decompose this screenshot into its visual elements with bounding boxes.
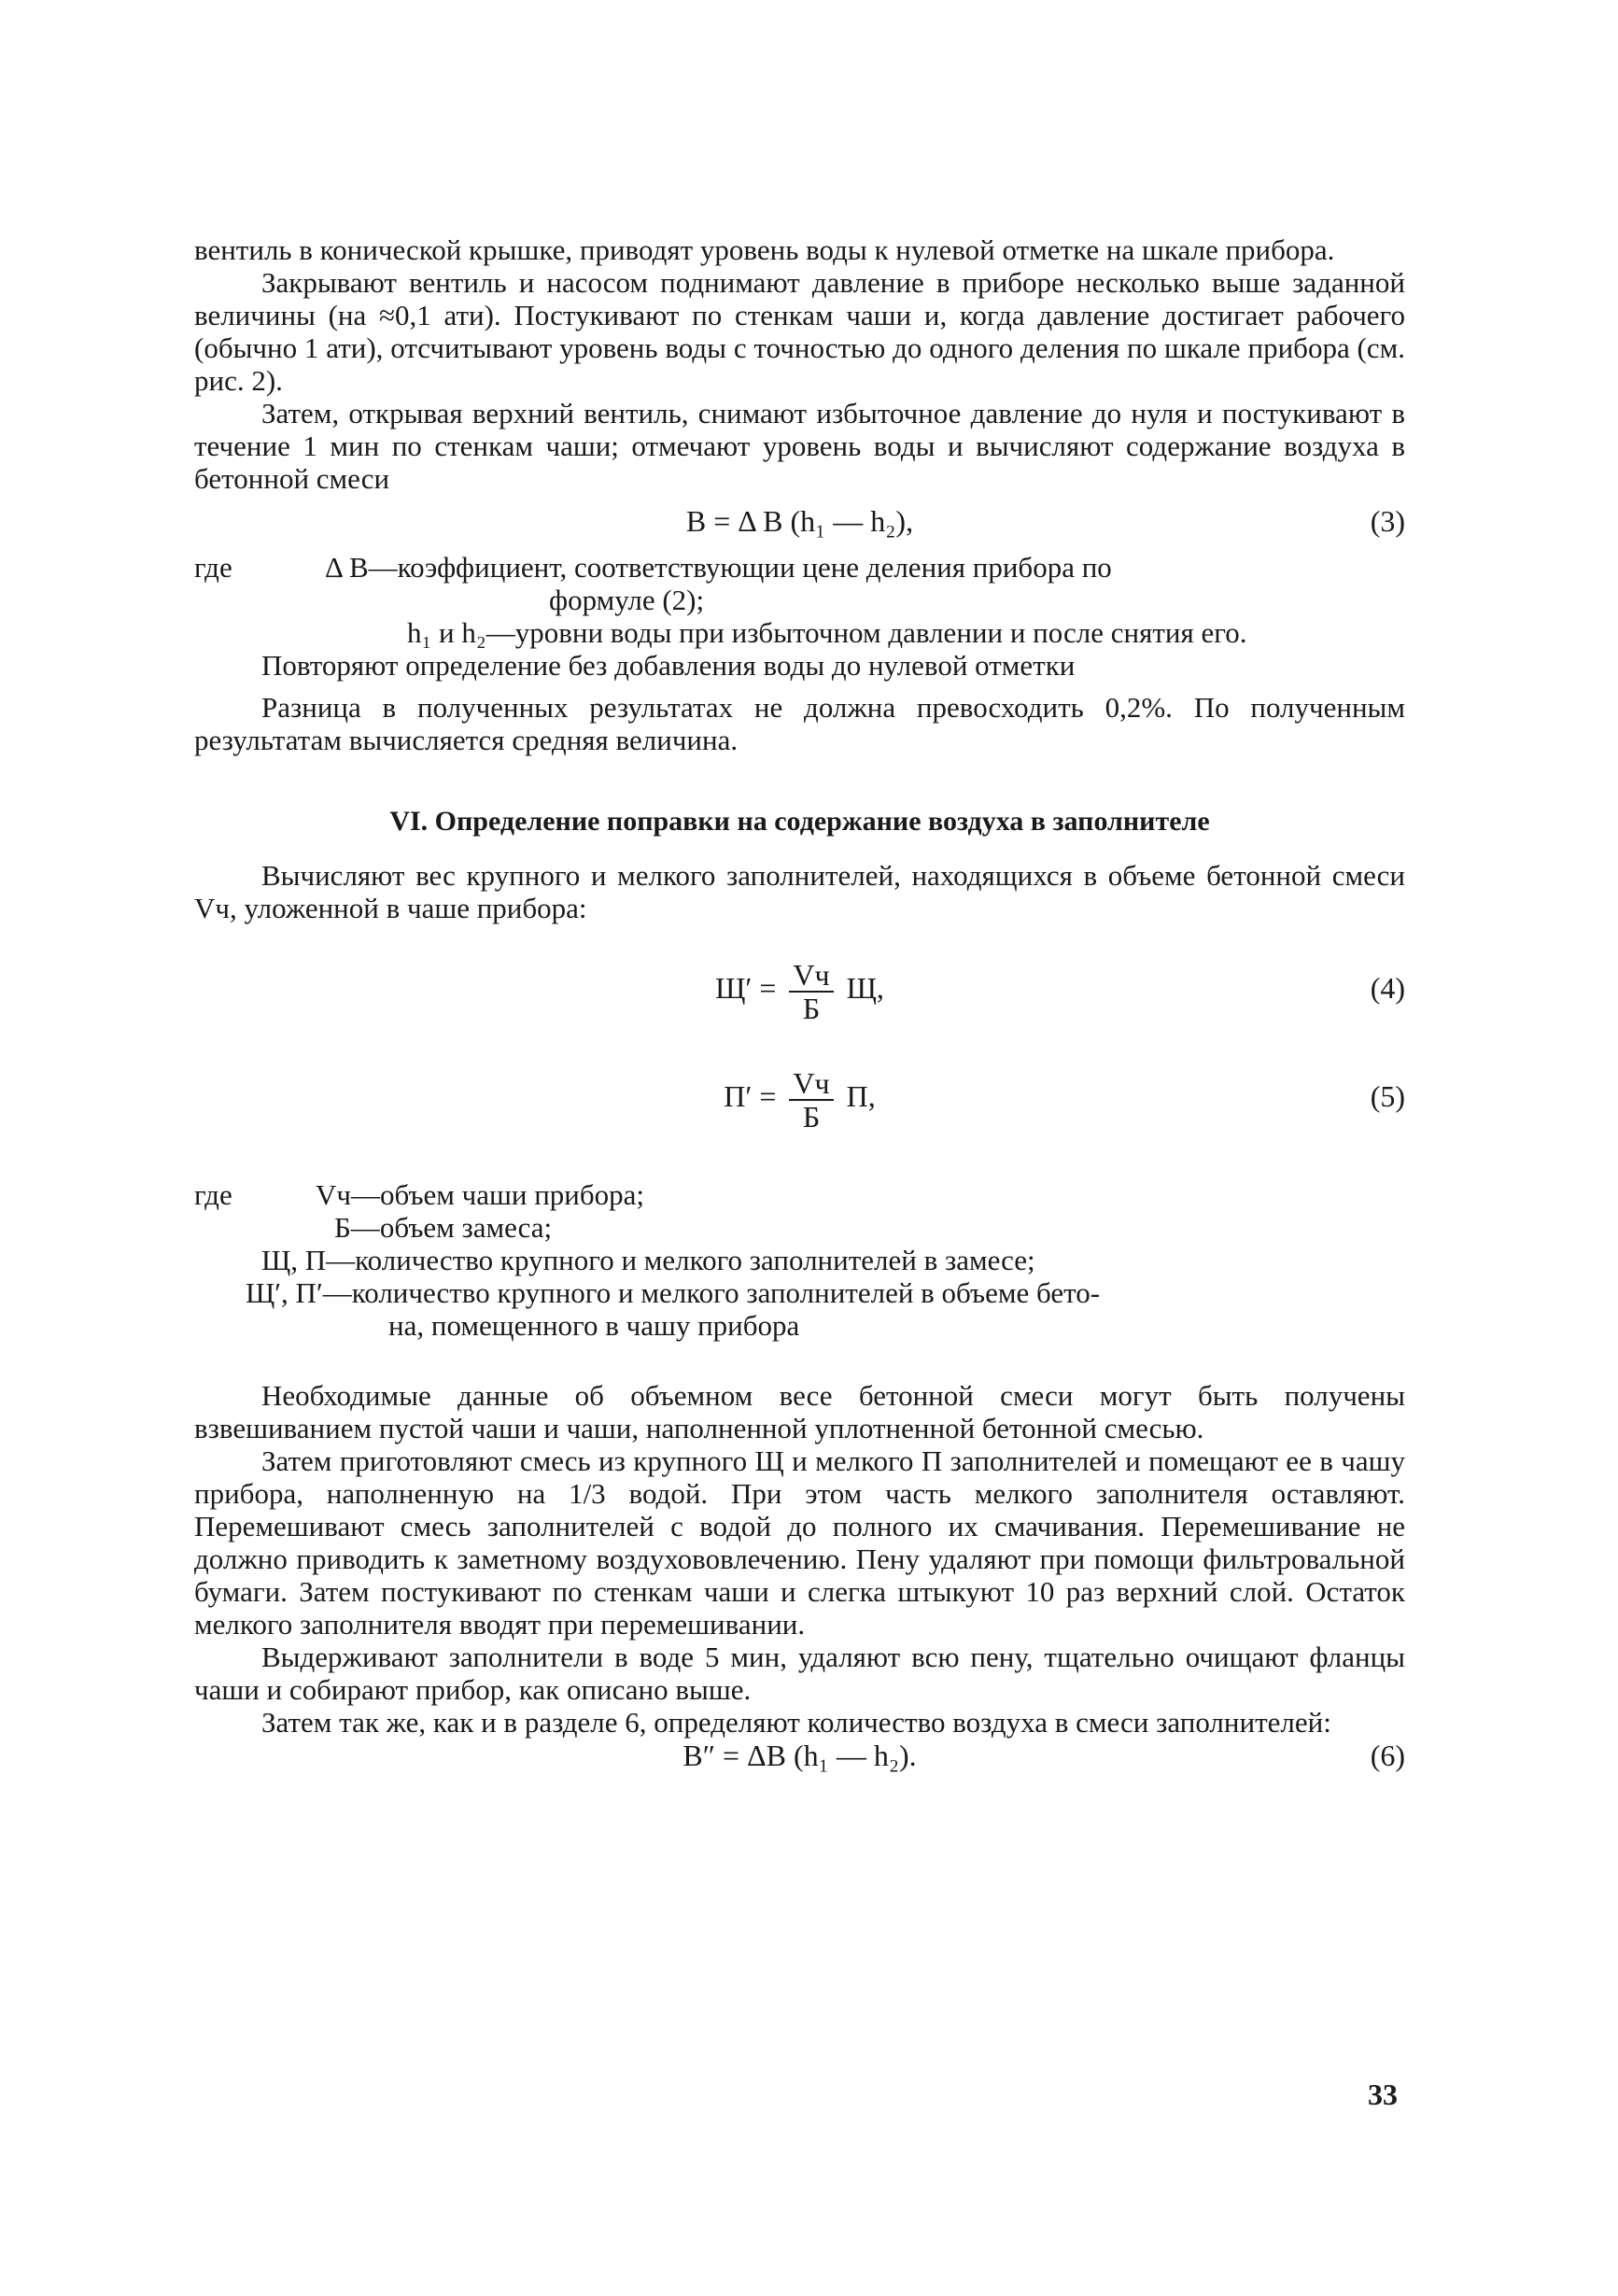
- legend-row: [194, 616, 1405, 649]
- formula-3: [194, 495, 1405, 551]
- legend-symbol: Щ′, П′—: [246, 1276, 352, 1309]
- formula-5-fraction: [789, 1067, 833, 1133]
- legend-lead: где: [194, 1178, 232, 1211]
- formula-3-expression: В = Δ В (h₁ — h₂),: [685, 504, 914, 538]
- document-page: [194, 233, 1405, 1780]
- paragraph-5: Разница в полученных результатах не должна превосходить 0,2%. По полученным результатам вычисляется средняя величина.: [194, 691, 1405, 756]
- formula-5-denominator: Б: [802, 1099, 821, 1134]
- formula-5: [194, 1051, 1405, 1141]
- legend-continuation: формуле (2);: [549, 584, 705, 616]
- formula-5-numerator: Vч: [789, 1067, 833, 1101]
- legend-row: [194, 1244, 1405, 1276]
- formula-4-lhs: Щ′ =: [715, 971, 777, 1005]
- legend-description: объем замеса;: [379, 1211, 553, 1244]
- paragraph-7: Необходимые данные об объемном весе бетонной смеси могут быть получены взвешиванием пустой чаши и чаши, наполненной уплотненной бетонной смесью.: [194, 1379, 1405, 1444]
- legend-row: [194, 551, 1405, 584]
- legend-description: уровни воды при избыточном давлении и после снятия его.: [514, 616, 1247, 649]
- formula-4-numerator: Vч: [789, 959, 833, 993]
- legend-continuation: на, помещенного в чашу прибора: [388, 1309, 800, 1342]
- formula-5-rhs: П,: [846, 1079, 876, 1113]
- legend-symbol: Vч—: [316, 1178, 380, 1211]
- section-title: VI. Определение поправки на содержание воздуха в заполнителе: [389, 806, 1210, 837]
- legend-row: [194, 1178, 1405, 1211]
- legend-symbol: Щ, П—: [261, 1244, 356, 1276]
- legend-row: [194, 1211, 1405, 1244]
- legend-description: объем чаши прибора;: [379, 1178, 645, 1211]
- formula-4-denominator: Б: [802, 991, 821, 1025]
- legend-formula-3: [194, 551, 1405, 649]
- legend-row: [194, 1276, 1405, 1309]
- legend-description: количество крупного и мелкого заполнителей в объеме бето-: [351, 1276, 1101, 1309]
- legend-description: количество крупного и мелкого заполнителей в замесе;: [355, 1244, 1035, 1276]
- formula-4: [194, 943, 1405, 1033]
- formula-6: [194, 1739, 1405, 1780]
- paragraph-3: Затем, открывая верхний вентиль, снимают избыточное давление до нуля и постукивают в течение 1 мин по стенкам чаши; отмечают уровень воды и вычисляют содержание воздуха в бетонной смеси: [194, 397, 1405, 495]
- formula-6-number: (6): [1370, 1739, 1405, 1772]
- formula-5-lhs: П′ =: [724, 1079, 777, 1113]
- legend-formula-4-5: [194, 1178, 1405, 1342]
- paragraph-6: Вычисляют вес крупного и мелкого заполнителей, находящихся в объеме бетонной смеси Vч, уложенной в чаше прибора:: [194, 859, 1405, 924]
- formula-4-fraction: [789, 959, 833, 1024]
- paragraph-2: Закрывают вентиль и насосом поднимают давление в приборе несколько выше заданной величины (на ≈0,1 ати). Постукивают по стенкам чаши и, когда давление достигает рабочего (обычно 1 ати), отсчитывают уровень воды с точностью до одного деления по шкале прибора (см. рис. 2).: [194, 266, 1405, 397]
- formula-3-number: (3): [1370, 504, 1405, 538]
- paragraph-4: Повторяют определение без добавления воды до нулевой отметки: [261, 649, 1076, 682]
- page-number: 33: [1368, 2078, 1398, 2111]
- legend-symbol: Δ В—: [325, 551, 398, 584]
- formula-4-rhs: Щ,: [846, 971, 884, 1005]
- legend-symbol: Б—: [334, 1211, 380, 1244]
- paragraph-1: вентиль в конической крышке, приводят уровень воды к нулевой отметке на шкале прибора.: [194, 233, 1335, 266]
- formula-6-expression: В″ = ΔВ (h₁ — h₂).: [682, 1739, 917, 1772]
- formula-5-number: (5): [1370, 1079, 1405, 1113]
- paragraph-9: Выдерживают заполнители в воде 5 мин, удаляют всю пену, тщательно очищают фланцы чаши и собирают прибор, как описано выше.: [194, 1641, 1405, 1706]
- paragraph-8: Затем приготовляют смесь из крупного Щ и мелкого П заполнителей и помещают ее в чашу прибора, наполненную на 1/3 водой. При этом часть мелкого заполнителя оставляют. Перемешивают смесь заполнителей с водой до полного их смачивания. Перемешивание не должно приводить к заметному воздухововлечению. Пену удаляют при помощи фильтровальной бумаги. Затем постукивают по стенкам чаши и слегка штыкуют 10 раз верхний слой. Остаток мелкого заполнителя вводят при перемешивании.: [194, 1444, 1405, 1641]
- legend-symbol: h₁ и h₂—: [407, 616, 515, 649]
- paragraph-10: Затем так же, как и в разделе 6, определяют количество воздуха в смеси заполнителей:: [261, 1706, 1331, 1739]
- formula-4-number: (4): [1370, 971, 1405, 1005]
- legend-description: коэффициент, соответствующии цене деления прибора по: [397, 551, 1112, 584]
- legend-lead: где: [194, 551, 232, 584]
